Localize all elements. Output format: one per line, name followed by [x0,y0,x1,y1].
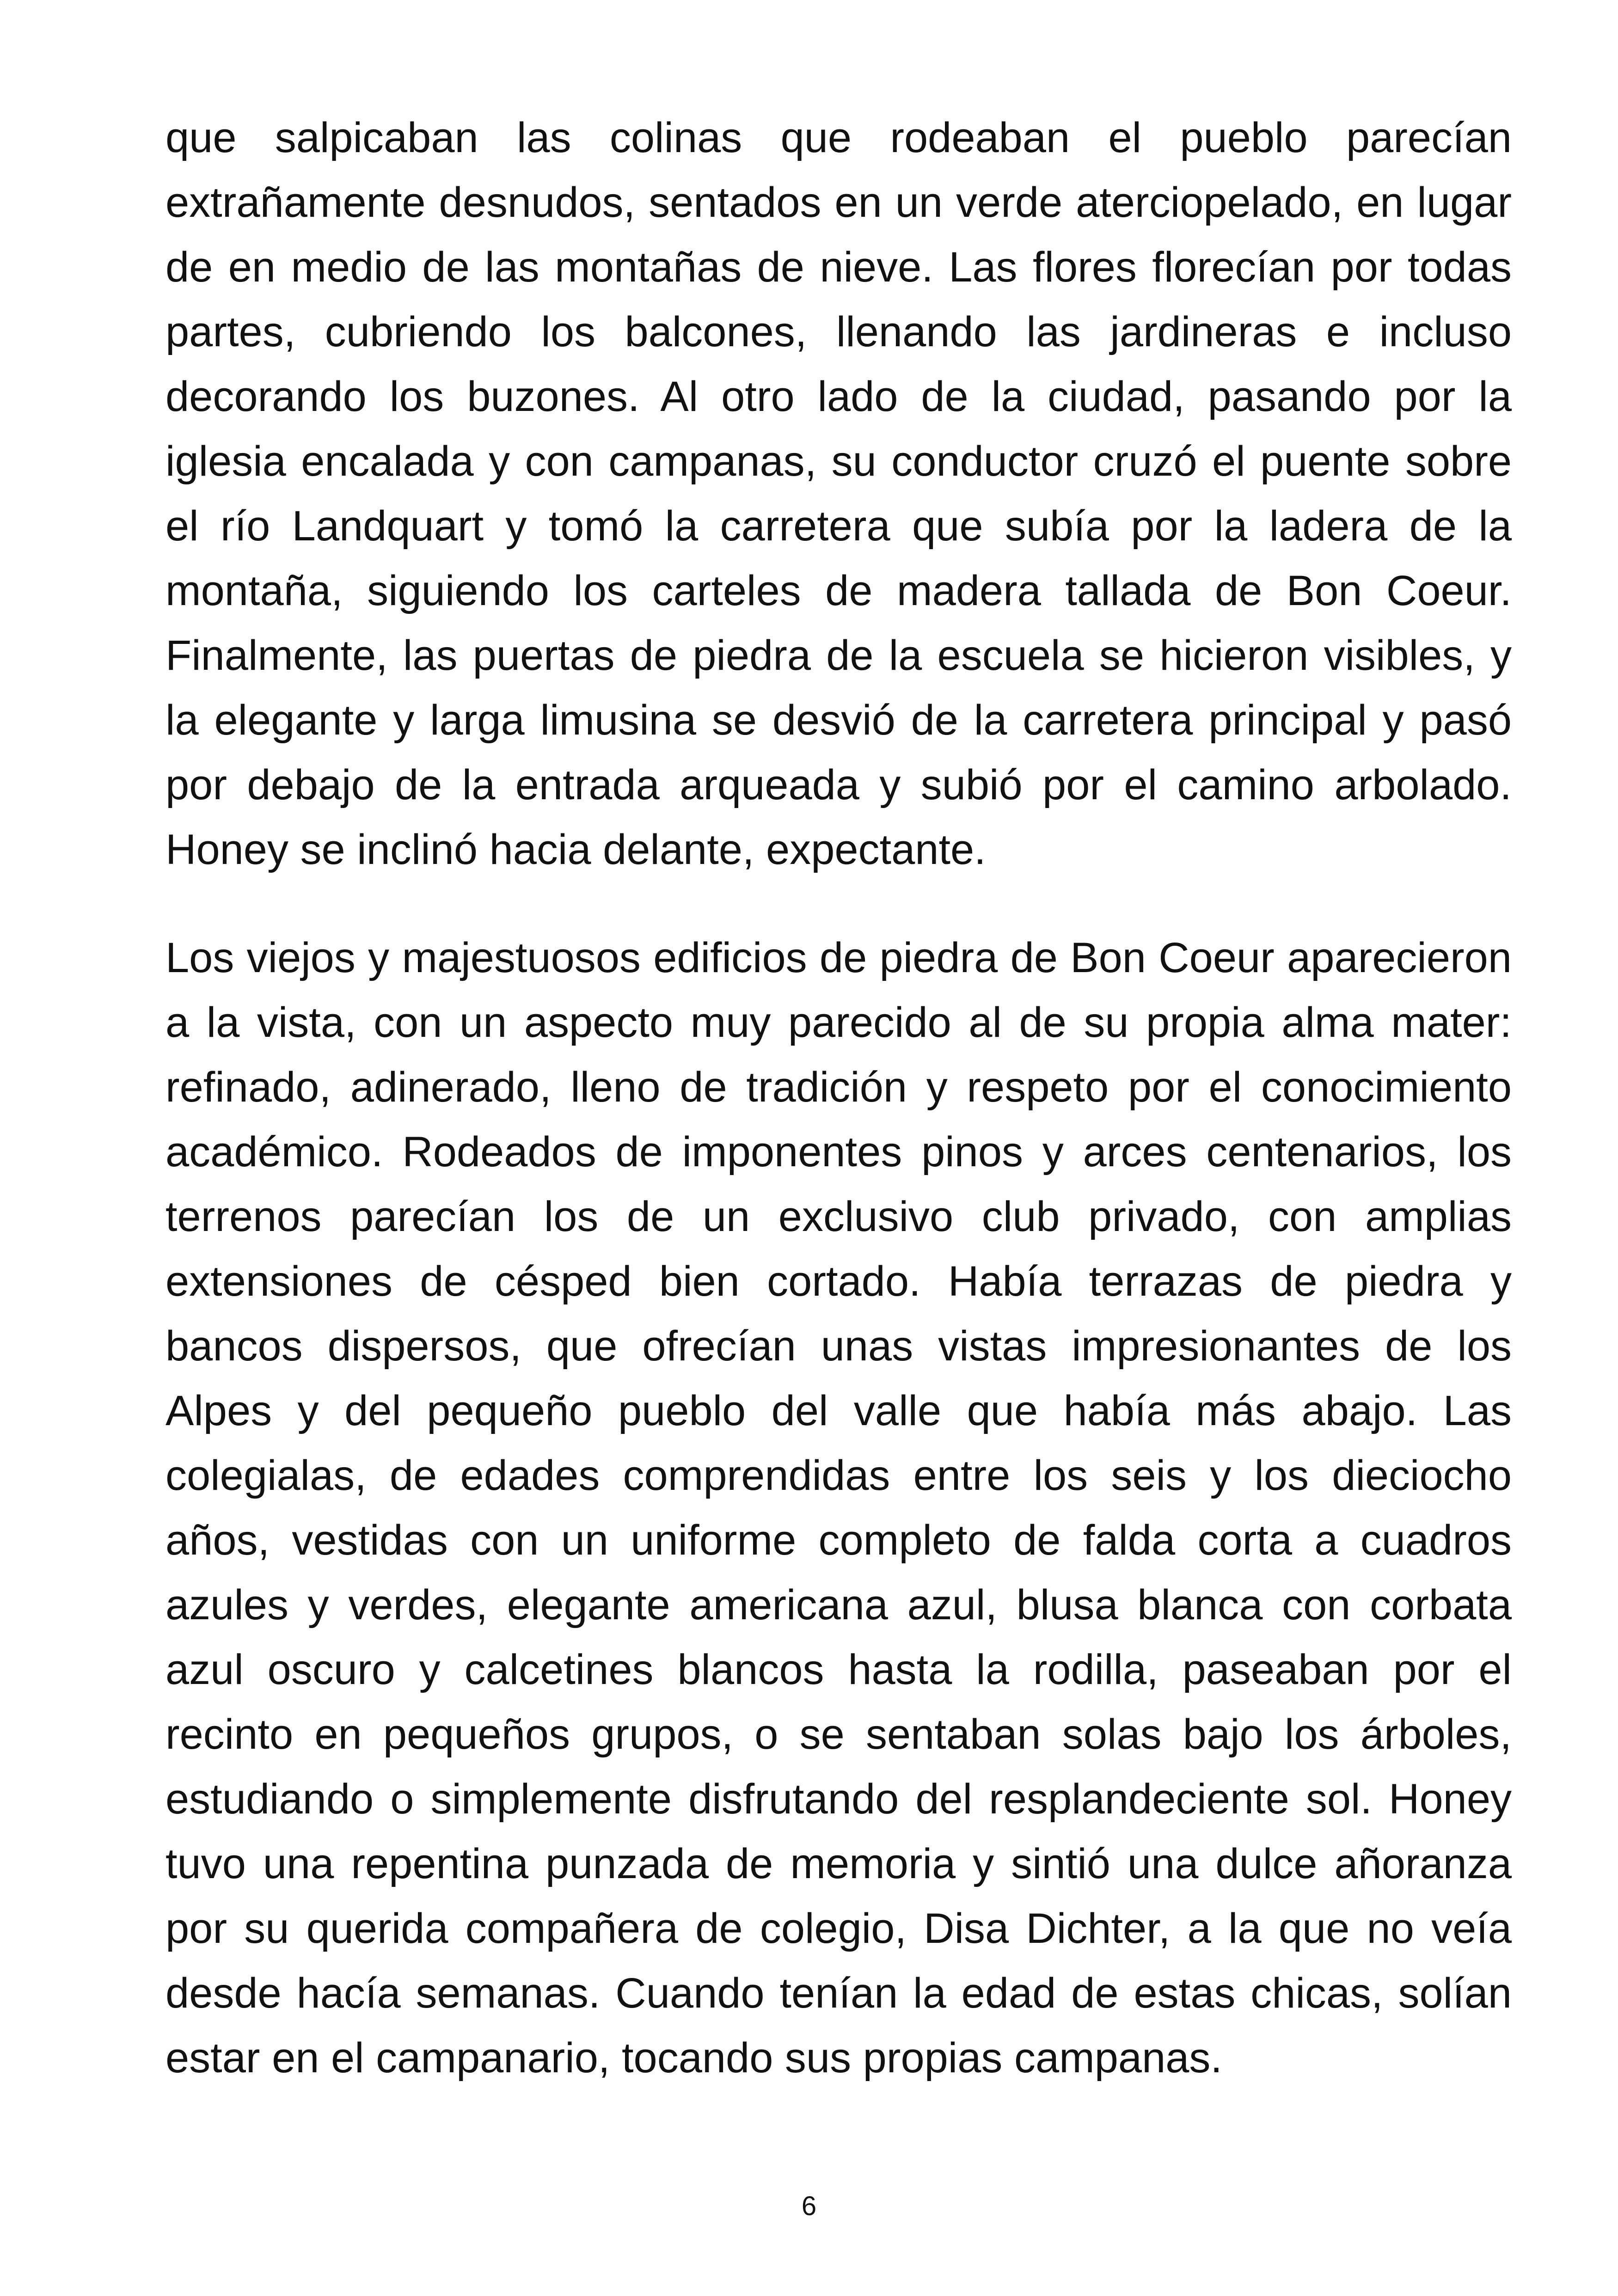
body-text [165,105,1512,2090]
paragraph-2: Los viejos y majestuosos edificios de piedra de Bon Coeur aparecieron a la vista, con un aspecto muy parecido al de su propia alma mater: refinado, adinerado, lleno de tradición y respeto por el conocimiento académico. Rodeados de imponentes pinos y arces centenarios, los terrenos parecían los de un exclusivo club privado, con amplias extensiones de césped bien cortado. Había terrazas de piedra y bancos dispersos, que ofrecían unas vistas impresionantes de los Alpes y del pequeño pueblo del valle que había más abajo. Las colegialas, de edades comprendidas entre los seis y los dieciocho años, vestidas con un uniforme completo de falda corta a cuadros azules y verdes, elegante americana azul, blusa blanca con corbata azul oscuro y calcetines blancos hasta la rodilla, paseaban por el recinto en pequeños grupos, o se sentaban solas bajo los árboles, estudiando o simplemente disfrutando del resplandeciente sol. Honey tuvo una repentina punzada de memoria y sintió una dulce añoranza por su querida compañera de colegio, Disa Dichter, a la que no veía desde hacía semanas. Cuando tenían la edad de estas chicas, solían estar en el campanario, tocando sus propias campanas. [165,934,1512,2082]
paragraph-1: que salpicaban las colinas que rodeaban el pueblo parecían extrañamente desnudos, sentados en un verde aterciopelado, en lugar de en medio de las montañas de nieve. Las flores florecían por todas partes, cubriendo los balcones, llenando las jardineras e incluso decorando los buzones. Al otro lado de la ciudad, pasando por la iglesia encalada y con campanas, su conductor cruzó el puente sobre el río Landquart y tomó la carretera que subía por la ladera de la montaña, siguiendo los carteles de madera tallada de Bon Coeur. Finalmente, las puertas de piedra de la escuela se hicieron visibles, y la elegante y larga limusina se desvió de la carretera principal y pasó por debajo de la entrada arqueada y subió por el camino arbolado. Honey se inclinó hacia delante, expectante. [165,114,1512,873]
page-number: 6 [801,2191,817,2221]
